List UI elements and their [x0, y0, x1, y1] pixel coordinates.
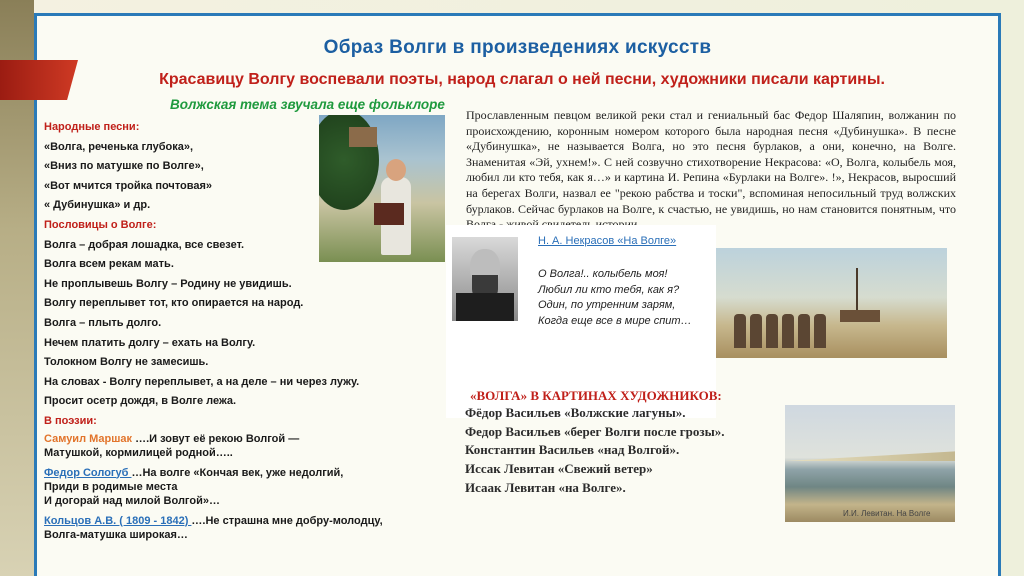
poem-line: Когда еще все в мире спит… — [538, 314, 692, 327]
painting-levitan-volga — [785, 405, 955, 522]
poet-entry-sologub — [44, 466, 464, 508]
artists-list — [465, 404, 724, 498]
artist-item: Константин Васильев «над Волгой». — [465, 442, 680, 458]
nekrasov-poem — [538, 267, 692, 329]
poem-line: Любил ли кто тебя, как я? — [538, 283, 680, 296]
proverb-item: Толокном Волгу не замесишь. — [44, 356, 209, 369]
poet-line: Приди в родимые места — [44, 480, 178, 493]
poet-sep: … — [135, 432, 147, 445]
accordion-shape — [374, 203, 404, 225]
painting-barge-haulers — [716, 248, 947, 358]
artists-heading: «ВОЛГА» В КАРТИНАХ ХУДОЖНИКОВ: — [470, 388, 722, 403]
poet-sep: … — [131, 466, 143, 479]
proverb-item: Просит осетр дождя, в Волге лежа. — [44, 395, 237, 408]
songs-heading: Народные песни: — [44, 121, 140, 133]
proverb-item: На словах - Волгу переплывет, а на деле – ни через лужу. — [44, 375, 360, 388]
hauler-figure — [798, 314, 810, 348]
poet-entry-marshak — [44, 432, 464, 460]
poet-sep: …. — [191, 514, 206, 527]
proverb-item: Волгу переплывет тот, кто опирается на народ. — [44, 297, 304, 310]
poetry-heading: В поэзии: — [44, 414, 97, 427]
artist-item: Федор Васильев «берег Волги после грозы». — [465, 423, 725, 439]
hauler-figure — [766, 314, 778, 348]
song-item: « Дубинушка» и др. — [44, 199, 151, 212]
song-item: «Вниз по матушке по Волге», — [44, 160, 204, 173]
proverb-item: Не проплывешь Волгу – Родину не увидишь. — [44, 277, 292, 290]
poet-line: Матушкой, кормилицей родной….. — [44, 446, 233, 459]
slide-subtitle: Красавицу Волгу воспевали поэты, народ слагал о ней песни, художники писали картины. — [159, 71, 885, 88]
proverb-item: Волга – плыть долго. — [44, 316, 162, 329]
proverbs-heading: Пословицы о Волге: — [44, 218, 157, 231]
portrait-coat — [456, 293, 514, 321]
artist-item: Иссак Левитан «Свежий ветер» — [465, 461, 653, 477]
poet-name-marshak: Самуил Маршак — [44, 432, 136, 445]
poet-line: Волга-матушка широкая… — [44, 528, 188, 541]
song-item: «Вот мчится тройка почтовая» — [44, 179, 213, 192]
chaliapin-paragraph: Прославленным певцом великой реки стал и гениальный бас Федор Шаляпин, волжанин по происхождению, коронным номером которого была народная песня «Дубинушка». В песне «Дубинушка», не называется Волга, но это песня бурлаков, а они, конечно, на Волге. Знаменитая «Эй, ухнем!». С ней созвучно стихотворение Некрасова: «О, Волга, колыбель моя, любил ли кто тебя, как я…» и картина И. Репина «Бурлаки на Волге». !», Некрасов, выросший на берегах Волги, назвал ее "рекою рабства и тоски", вспоминая непосильный труд волжских бурлаков. Сейчас бурлаков на Волге, к счастью, не увидишь, но нам становится понятным, что — [466, 108, 956, 216]
riverbank-shape — [785, 445, 955, 461]
hauler-figure — [750, 314, 762, 348]
figure-head — [386, 159, 406, 181]
hauler-figure — [782, 314, 794, 348]
artist-item: Фёдор Васильев «Волжские лагуны». — [465, 405, 686, 420]
slide-title: Образ Волги в произведениях искусств — [323, 37, 712, 58]
proverb-item: Нечем платить долгу – ехать на Волгу. — [44, 336, 256, 349]
poet-entry-koltsov — [44, 514, 464, 542]
nekrasov-portrait — [452, 237, 518, 321]
poet-line: .И зовут её рекою Волгой — — [146, 432, 300, 445]
poet-link-koltsov[interactable]: Кольцов А.В. ( 1809 - 1842) — [44, 514, 192, 527]
house-shape — [349, 127, 377, 147]
poet-line: И догорай над милой Волгой»… — [44, 494, 220, 507]
nekrasov-link[interactable]: Н. А. Некрасов «На Волге» — [538, 235, 677, 247]
painting-accordion-boy — [319, 115, 445, 262]
poet-link-sologub[interactable]: Федор Сологуб — [44, 466, 132, 479]
song-item: «Волга, реченька глубока», — [44, 140, 194, 153]
proverb-item: Волга – добрая лошадка, все свезет. — [44, 238, 245, 251]
poet-line: На волге «Кончая век, уже недолгий, — [142, 466, 344, 479]
poem-line: О Волга!.. колыбель моя! — [538, 268, 668, 280]
artist-item: Исаак Левитан «на Волге». — [465, 479, 626, 495]
boat-mast — [856, 268, 858, 316]
poem-line: Один, по утренним зарям, — [538, 299, 676, 311]
boat-hull — [840, 310, 880, 322]
folk-theme-heading: Волжская тема звучала еще фольклоре — [170, 97, 445, 112]
hauler-figure — [734, 314, 746, 348]
hauler-figure — [814, 314, 826, 348]
proverb-item: Волга всем рекам мать. — [44, 258, 174, 271]
levitan-caption: И.И. Левитан. На Волге — [843, 509, 931, 518]
poet-line: Не страшна мне добру-молодцу, — [205, 514, 383, 527]
